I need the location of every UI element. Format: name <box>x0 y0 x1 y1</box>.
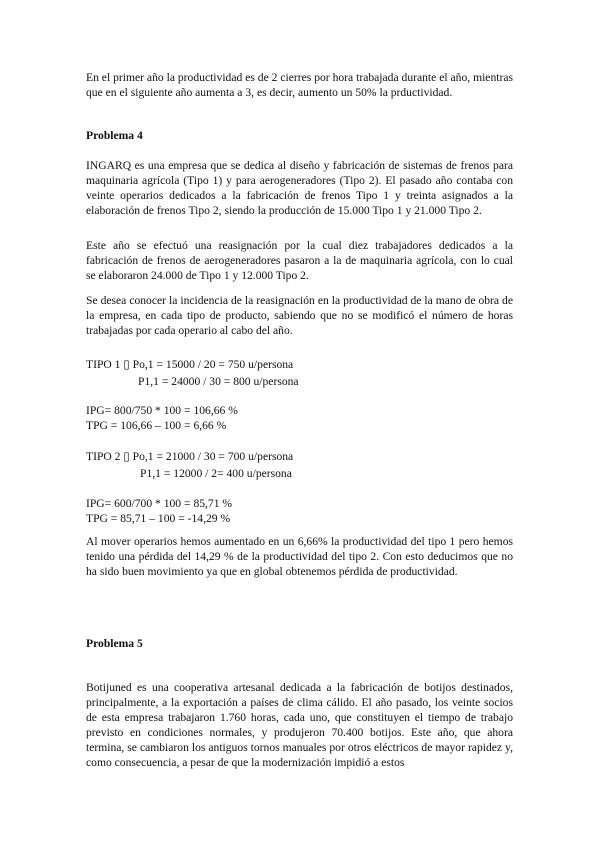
tipo-1-tpg: TPG = 106,66 – 100 = 6,66 % <box>86 419 227 432</box>
problema-4-conclusion: Al mover operarios hemos aumentado en un 6,66% la productividad del tipo 1 pero hemos tenido una pérdida del 14,29 % de la productividad del tipo 2. Con esto deducimos que no ha sido buen movimiento ya que en global obtenemos pérdida de productividad. <box>86 535 513 578</box>
problema-5-paragraph-1: Botijuned es una cooperativa artesanal dedicada a la fabricación de botijos destinados, principalmente, a la exportación a países de clima cálido. El año pasado, los veinte socios de esta empresa trabajaron 1.760 horas, cada uno, que constituyen el tiempo de trabajo previsto en condiciones normales, y produjeron 70.400 botijos. Este año, que ahora termina, se cambiaron los antiguos tornos manuales por otros eléctricos de mayor rapidez y, como consecuencia, a pesar de que la modernización impidió a estos <box>86 681 513 769</box>
tipo-1-ipg: IPG= 800/750 * 100 = 106,66 % <box>86 404 238 417</box>
intro-paragraph: En el primer año la productividad es de 2 cierres por hora trabajada durante el año, mientras que en el siguiente año aumenta a 3, es decir, aumento un 50% la prductividad. <box>86 71 513 99</box>
tipo-1-productivity-line-1: TIPO 1 ▯ Po,1 = 15000 / 20 = 750 u/persona <box>86 358 294 371</box>
problema-4-paragraph-2: Este año se efectuó una reasignación por la cual diez trabajadores dedicados a la fabricación de frenos de aerogeneradores pasaron a la de maquinaria agrícola, con lo cual se elaboraron 24.000 de Tipo 1 y 12.000 Tipo 2. <box>86 239 513 282</box>
tipo-1-productivity-line-2: P1,1 = 24000 / 30 = 800 u/persona <box>138 375 299 388</box>
problema-4-paragraph-1: INGARQ es una empresa que se dedica al diseño y fabricación de sistemas de frenos para maquinaria agrícola (Tipo 1) y para aerogeneradores (Tipo 2). El pasado año contaba con veinte operarios dedicados a la fabricación de frenos Tipo 1 y treinta asignados a la elaboración de frenos Tipo 2, siendo la producción de 15.000 Tipo 1 y 21.000 Tipo 2. <box>86 159 513 217</box>
problema-5-heading: Problema 5 <box>86 637 143 650</box>
tipo-2-productivity-line-1: TIPO 2 ▯ Po,1 = 21000 / 30 = 700 u/persona <box>86 450 294 463</box>
tipo-2-ipg: IPG= 600/700 * 100 = 85,71 % <box>86 497 233 510</box>
tipo-2-tpg: TPG = 85,71 – 100 = -14,29 % <box>86 512 231 525</box>
tipo-2-productivity-line-2: P1,1 = 12000 / 2= 400 u/persona <box>140 467 292 480</box>
problema-4-heading: Problema 4 <box>86 129 143 142</box>
problema-4-paragraph-3: Se desea conocer la incidencia de la reasignación en la productividad de la mano de obra de la empresa, en cada tipo de producto, sabiendo que no se modificó el número de horas trabajadas por cada operario al cabo del año. <box>86 294 513 337</box>
